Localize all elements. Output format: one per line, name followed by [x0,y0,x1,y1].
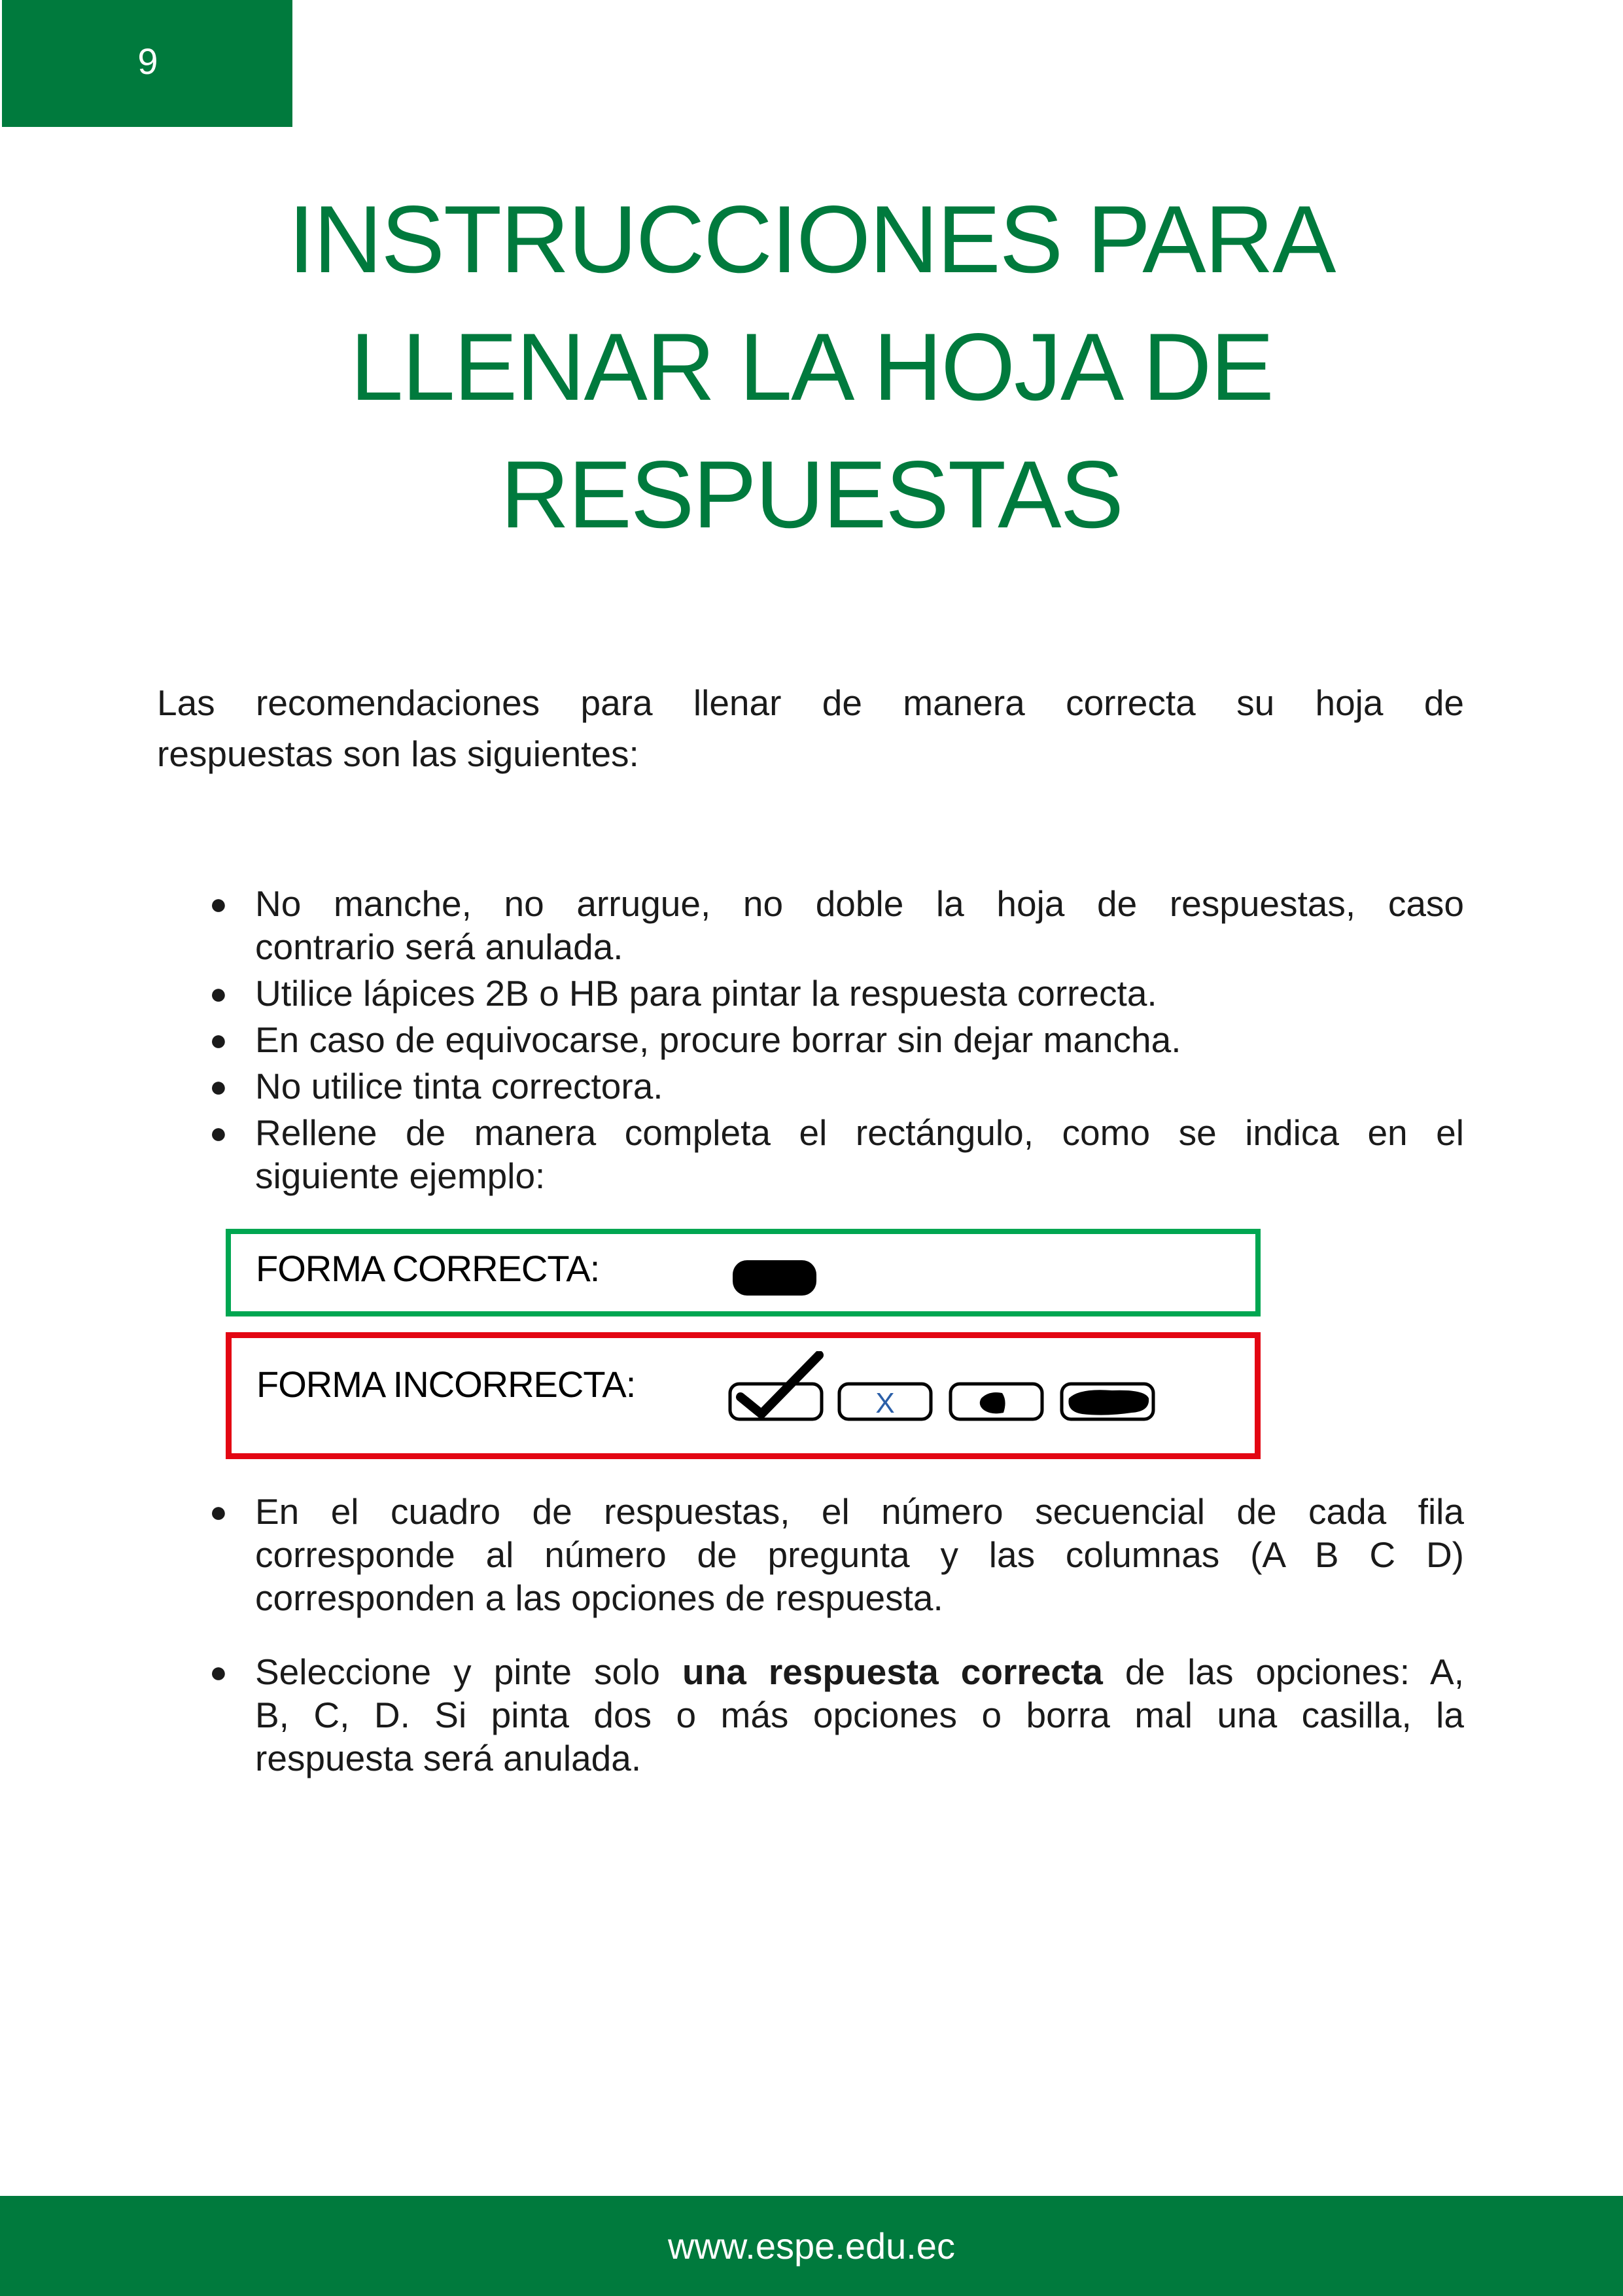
bullet-icon: ● [209,1655,228,1689]
list-item-line: B, C, D. Si pinta dos o más opciones o borra mal una casilla, la [255,1695,1464,1735]
list-item-line: No manche, no arrugue, no doble la hoja de respuestas, caso [255,883,1464,924]
page-number: 9 [137,40,160,82]
list-item-line: corresponde al número de pregunta y las columnas (A B C D) [255,1534,1464,1575]
title-line: INSTRUCCIONES PARA [288,186,1335,292]
intro-line: Las recomendaciones para llenar de manera correcta su hoja de [157,682,1464,723]
title-line: RESPUESTAS [500,441,1123,548]
bullet-icon: ● [209,1116,228,1150]
partial-fill-icon [949,1381,1045,1423]
correct-fill-icon [731,1258,819,1298]
correct-form-label: FORMA CORRECTA: [256,1248,600,1289]
bullet-icon: ● [209,1069,228,1103]
list-item-line: siguiente ejemplo: [255,1156,546,1196]
columns-list [157,1490,1464,1619]
list-item [157,1650,1464,1780]
bullet-icon: ● [209,976,228,1010]
intro-line: respuestas son las siguientes: [157,733,639,774]
list-item [157,972,1464,1015]
page-title [0,175,1623,558]
bullet-icon: ● [209,887,228,921]
list-item [157,1018,1464,1061]
page-number-box [2,0,292,127]
incorrect-form-example [226,1332,1261,1459]
list-item [157,1111,1464,1197]
incorrect-form-label: FORMA INCORRECTA: [256,1364,636,1405]
list-item [157,882,1464,968]
checkmark-icon [727,1351,827,1423]
list-item-line: respuesta será anulada. [255,1738,642,1778]
list-item-line: corresponden a las opciones de respuesta. [255,1578,943,1618]
list-item-line: contrario será anulada. [255,927,623,967]
footer-url[interactable]: www.espe.edu.ec [668,2225,955,2267]
overflow-fill-icon [1060,1381,1157,1423]
selection-list [157,1650,1464,1780]
text-fragment: Seleccione y pinte solo [255,1651,682,1692]
correct-form-example [226,1229,1261,1316]
x-mark-icon [837,1381,934,1423]
footer-bar [0,2196,1623,2296]
text-fragment: de las opciones: A, [1102,1651,1464,1692]
x-mark-text: X [875,1387,895,1419]
title-line: LLENAR LA HOJA DE [350,313,1273,420]
list-item-line: Utilice lápices 2B o HB para pintar la respuesta correcta. [255,973,1157,1014]
list-item-line: En el cuadro de respuestas, el número secuencial de cada fila [255,1491,1464,1532]
list-item-line [255,1650,1464,1693]
intro-paragraph [157,677,1464,779]
list-item-line: Rellene de manera completa el rectángulo, como se indica en el [255,1112,1464,1153]
list-item [157,1065,1464,1108]
bullet-icon: ● [209,1494,228,1528]
recommendations-list [157,882,1464,1201]
emphasis-text: una respuesta correcta [682,1651,1103,1692]
list-item-line: No utilice tinta correctora. [255,1066,663,1106]
bullet-icon: ● [209,1023,228,1057]
list-item [157,1490,1464,1619]
list-item-line: En caso de equivocarse, procure borrar sin dejar mancha. [255,1019,1181,1060]
